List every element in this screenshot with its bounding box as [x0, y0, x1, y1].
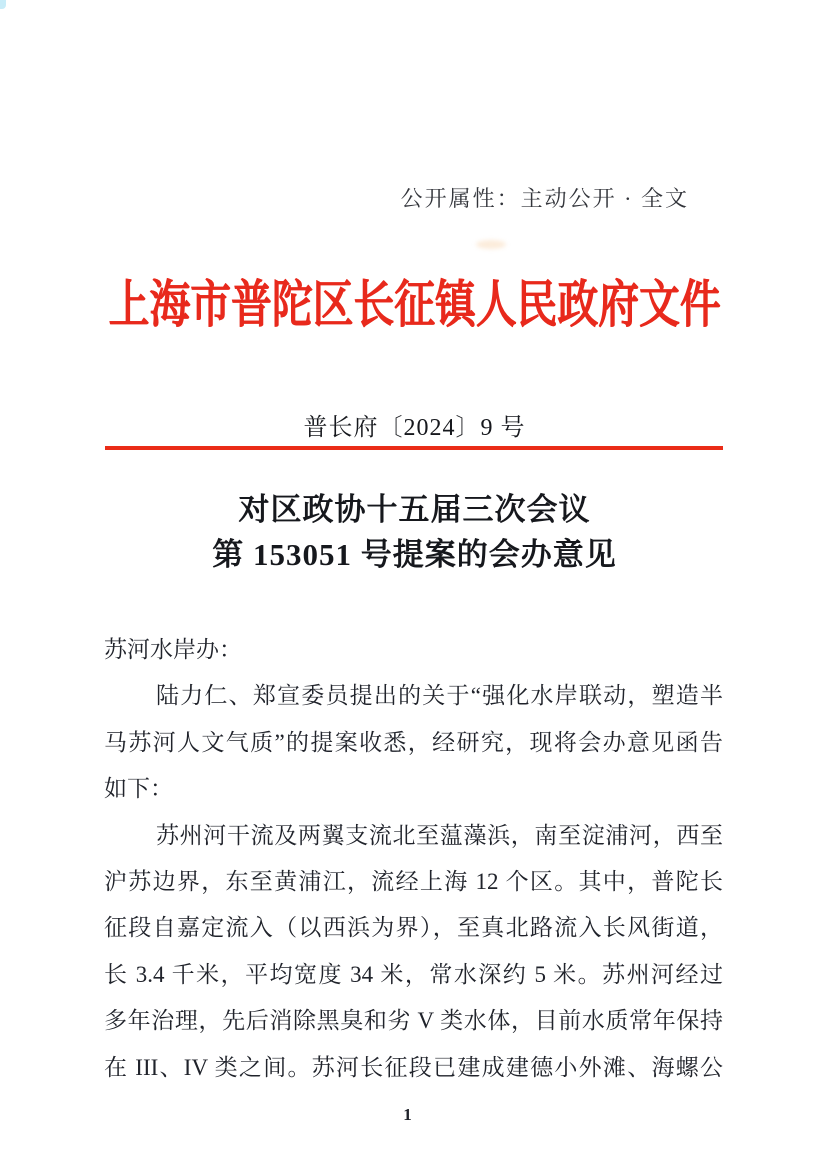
red-divider-line [105, 446, 723, 450]
body-line: 如下： [104, 776, 173, 802]
scan-artifact-smudge [476, 240, 506, 249]
salutation-line: 苏河水岸办： [104, 637, 242, 662]
document-title-line1: 对区政协十五届三次会议 [238, 492, 591, 527]
document-title-line2: 第 153051 号提案的会办意见 [212, 537, 617, 572]
scan-artifact-topleft [0, 0, 6, 9]
publicity-attribute-label: 公开属性：主动公开 · 全文 [400, 186, 689, 211]
body-line: 马苏河人文气质”的提案收悉，经研究，现将会办意见函告 [104, 729, 723, 755]
document-number: 普长府〔2024〕9 号 [303, 415, 526, 441]
body-line: 陆力仁、郑宣委员提出的关于“强化水岸联动，塑造半 [156, 683, 723, 709]
body-line: 沪苏边界，东至黄浦江，流经上海 12 个区。其中，普陀长 [104, 868, 723, 894]
body-line: 苏州河干流及两翼支流北至蕰藻浜，南至淀浦河，西至 [156, 822, 723, 848]
document-body [104, 627, 723, 1091]
body-line: 长 3.4 千米，平均宽度 34 米，常水深约 5 米。苏州河经过 [104, 961, 723, 987]
document-title [0, 487, 829, 577]
page-number: 1 [403, 1105, 412, 1124]
body-line: 多年治理，先后消除黑臭和劣 V 类水体，目前水质常年保持 [104, 1008, 723, 1034]
body-line: 征段自嘉定流入（以西浜为界），至真北路流入长风街道， [104, 915, 723, 941]
agency-header-title: 上海市普陀区长征镇人民政府文件 [108, 278, 721, 334]
body-line: 在 III、IV 类之间。苏河长征段已建成建德小外滩、海螺公 [104, 1054, 723, 1080]
